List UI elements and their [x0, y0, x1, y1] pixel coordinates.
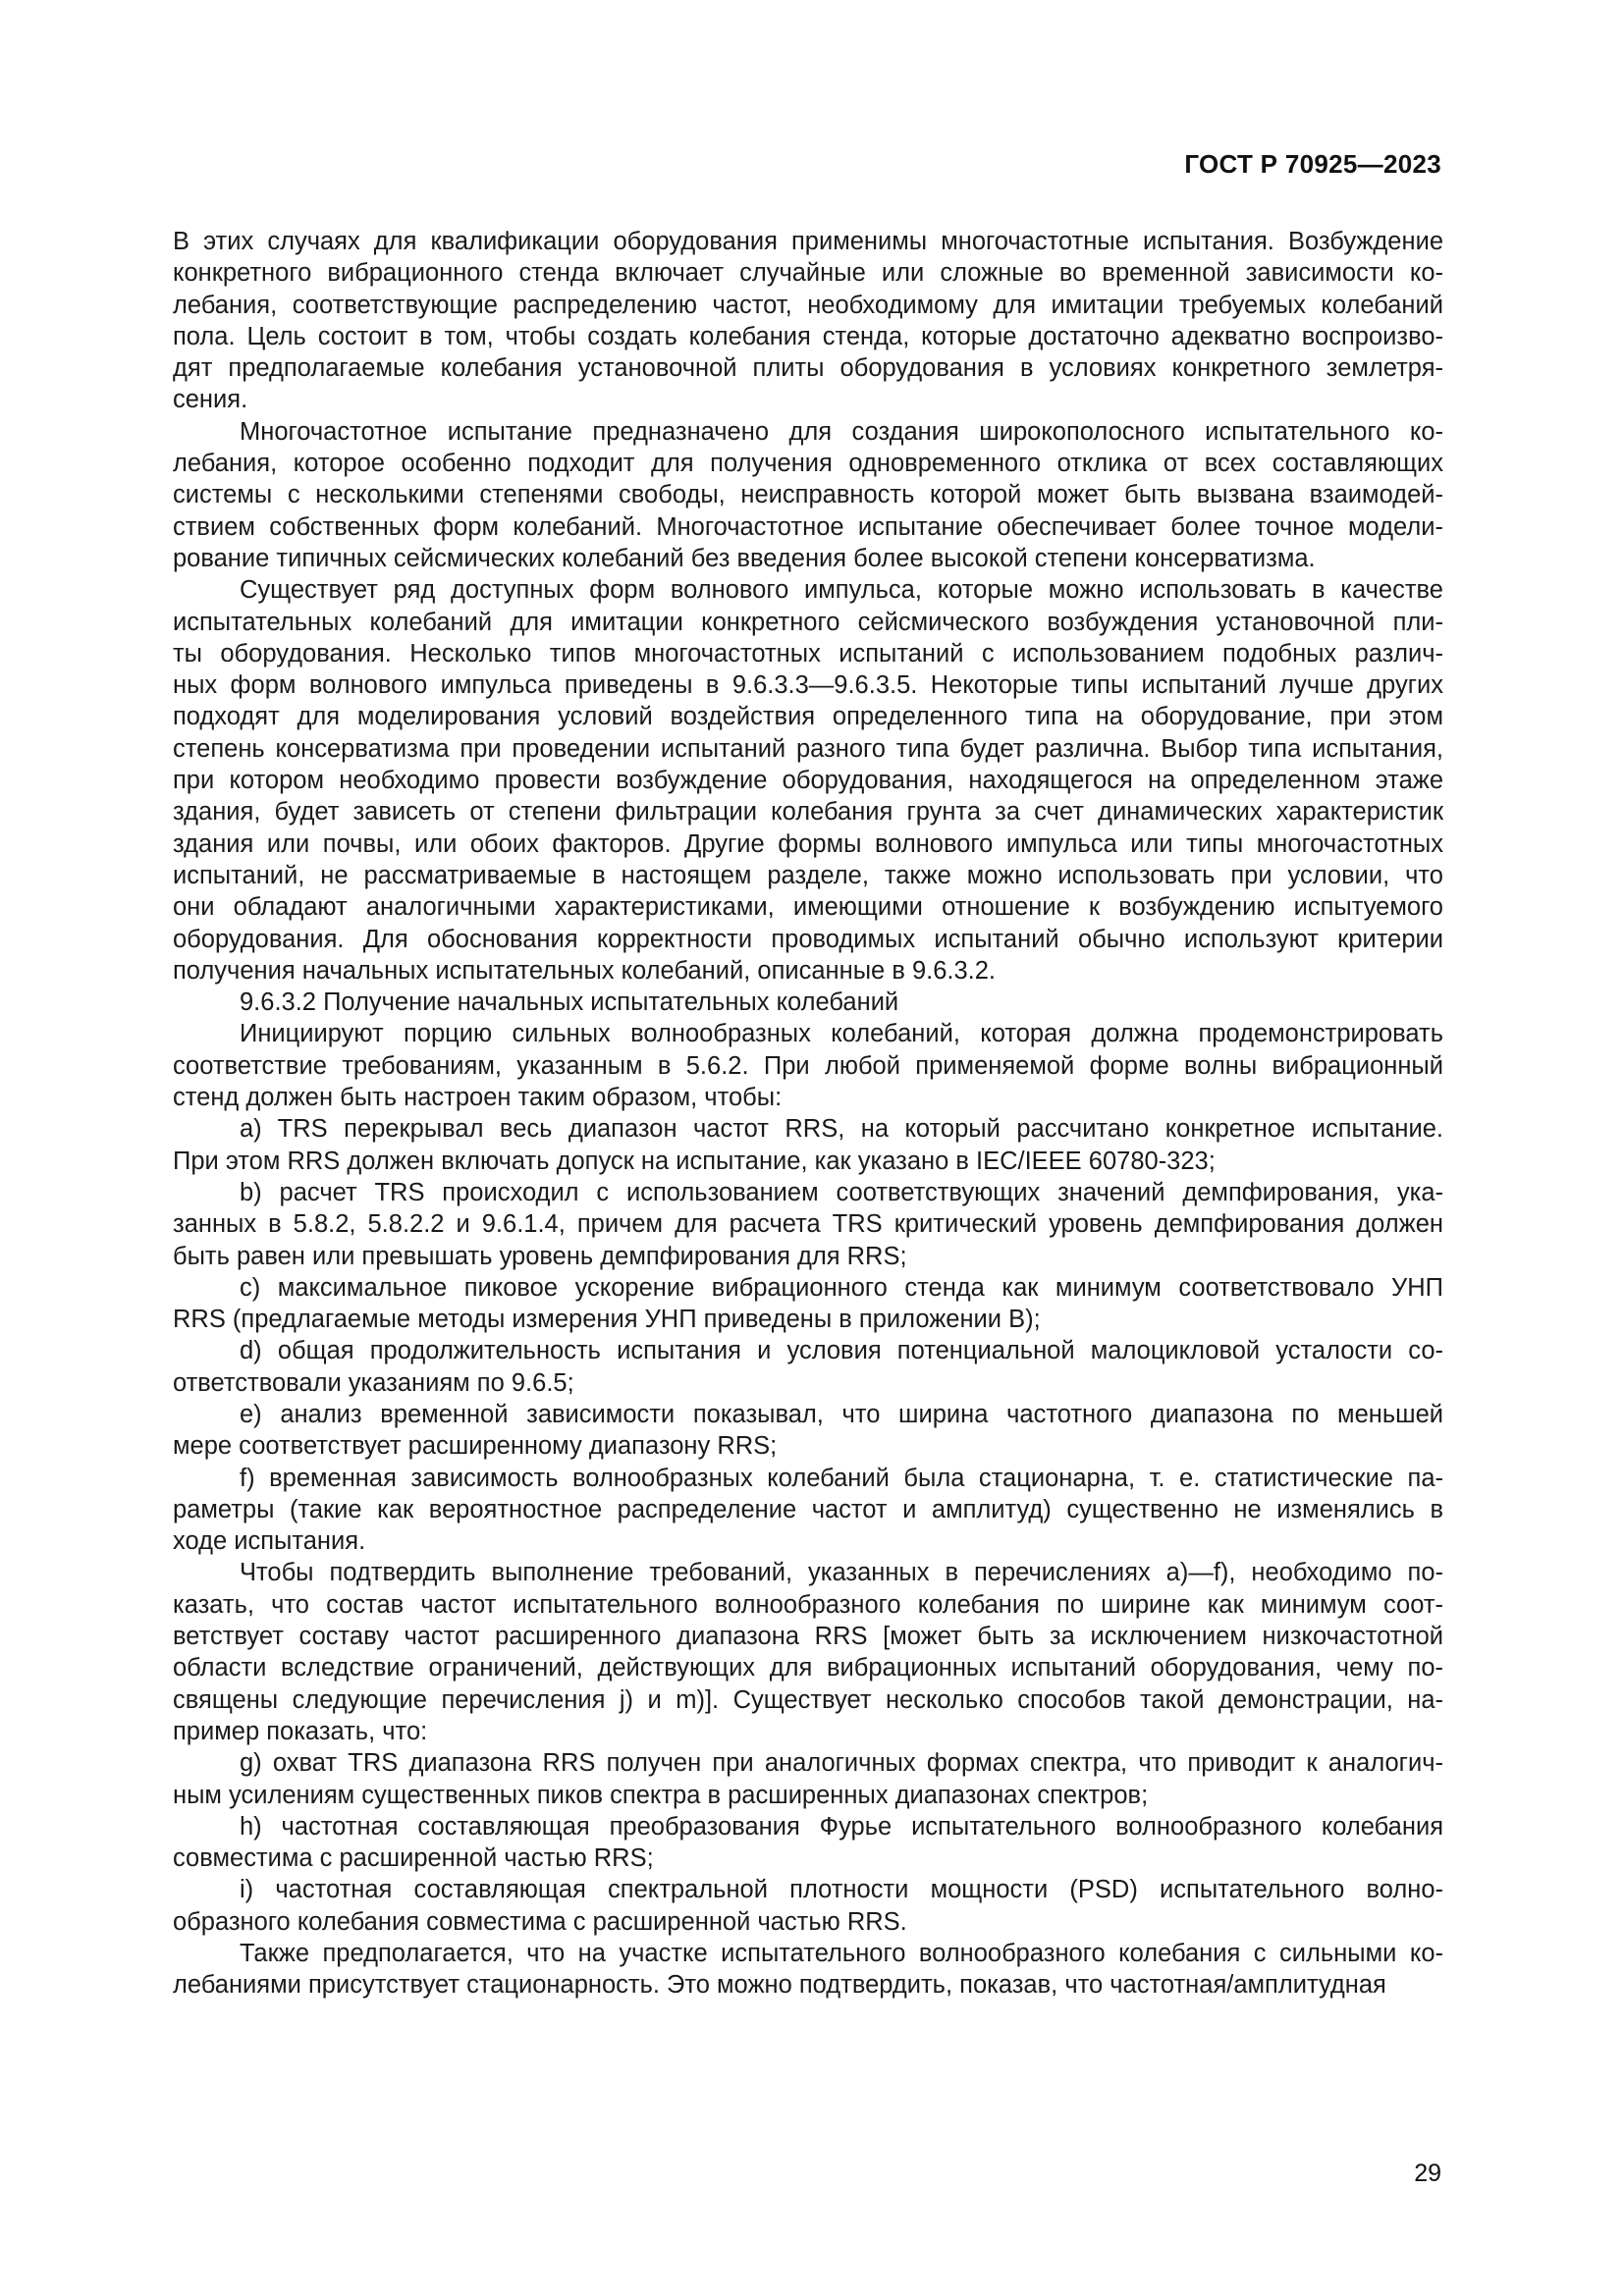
- text-line: лебания, которое особенно подходит для получения одновременного отклика от всех составляющих: [173, 450, 1443, 478]
- text-line: казать, что состав частот испытательного волнообразного колебания по ширине как минимум соот-: [173, 1590, 1443, 1619]
- text-line: Инициируют порцию сильных волнообразных колебаний, которая должна продемонстрировать: [240, 1020, 1443, 1048]
- text-line: мере соответствует расширенному диапазону RRS;: [173, 1432, 778, 1461]
- text-line: образного колебания совместима с расширенной частью RRS.: [173, 1907, 907, 1936]
- text-line: здания, будет зависеть от степени фильтрации колебания грунта за счет динамических характеристик: [173, 798, 1443, 827]
- paragraph: [173, 987, 1443, 1018]
- paragraph: [173, 1335, 1443, 1399]
- paragraph: [173, 226, 1443, 416]
- text-line: конкретного вибрационного стенда включает случайные или сложные во временной зависимости ко-: [173, 259, 1443, 288]
- text-line: ходе испытания.: [173, 1527, 366, 1556]
- paragraph: [173, 1177, 1443, 1272]
- text-line: занных в 5.8.2, 5.8.2.2 и 9.6.1.4, причем для расчета TRS критический уровень демпфирования должен: [173, 1210, 1443, 1239]
- text-line: e) анализ временной зависимости показывал, что ширина частотного диапазона по меньшей: [240, 1400, 1443, 1428]
- text-line: Чтобы подтвердить выполнение требований, указанных в перечислениях а)—f), необходимо по-: [240, 1559, 1443, 1587]
- text-line: получения начальных испытательных колебаний, описанные в 9.6.3.2.: [173, 956, 997, 985]
- text-line: g) охват TRS диапазона RRS получен при аналогичных формах спектра, что приводит к аналогич-: [240, 1749, 1443, 1778]
- text-line: испытательных колебаний для имитации конкретного сейсмического возбуждения установочной пли-: [173, 608, 1443, 636]
- text-line: лебания, соответствующие распределению частот, необходимому для имитации требуемых колебаний: [173, 291, 1443, 319]
- document-code-header: ГОСТ Р 70925—2023: [1184, 149, 1441, 179]
- text-line: 9.6.3.2 Получение начальных испытательных колебаний: [240, 988, 899, 1017]
- text-line: стенд должен быть настроен таким образом, чтобы:: [173, 1084, 783, 1112]
- text-line: пола. Цель состоит в том, чтобы создать колебания стенда, которые достаточно адекватно воспроизво-: [173, 322, 1443, 350]
- text-line: при котором необходимо провести возбуждение оборудования, находящегося на определенном этаже: [173, 767, 1443, 795]
- text-line: соответствие требованиям, указанным в 5.6.2. При любой применяемой форме волны вибрационный: [173, 1051, 1443, 1080]
- text-line: степень консерватизма при проведении испытаний разного типа будет различна. Выбор типа испытания,: [173, 734, 1443, 763]
- paragraph: [173, 1272, 1443, 1336]
- body-text: [173, 226, 1443, 2002]
- text-line: ных форм волнового импульса приведены в 9.6.3.3—9.6.3.5. Некоторые типы испытаний лучше других: [173, 671, 1443, 700]
- text-line: рование типичных сейсмических колебаний без введения более высокой степени консерватизма.: [173, 544, 1316, 572]
- text-line: они обладают аналогичными характеристиками, имеющими отношение к возбуждению испытуемого: [173, 893, 1443, 922]
- text-line: ответствовали указаниям по 9.6.5;: [173, 1368, 574, 1397]
- paragraph: [173, 1747, 1443, 1811]
- text-line: сения.: [173, 386, 248, 414]
- text-line: здания или почвы, или обоих факторов. Другие формы волнового импульса или типы многочастотных: [173, 829, 1443, 858]
- text-line: f) временная зависимость волнообразных колебаний была стационарна, т. е. статистические па-: [240, 1464, 1443, 1492]
- paragraph: [173, 416, 1443, 574]
- text-line: ствием собственных форм колебаний. Многочастотное испытание обеспечивает более точное модели-: [173, 512, 1443, 541]
- text-line: оборудования. Для обоснования корректности проводимых испытаний обычно используют критерии: [173, 925, 1443, 953]
- text-line: a) TRS перекрывал весь диапазон частот RRS, на который рассчитано конкретное испытание.: [240, 1115, 1443, 1144]
- paragraph: [173, 1399, 1443, 1463]
- text-line: i) частотная составляющая спектральной плотности мощности (PSD) испытательного волно-: [240, 1876, 1443, 1904]
- paragraph: [173, 1874, 1443, 1938]
- text-line: пример показать, что:: [173, 1717, 428, 1745]
- text-line: Также предполагается, что на участке испытательного волнообразного колебания с сильными ко-: [240, 1940, 1443, 1968]
- text-line: c) максимальное пиковое ускорение вибрационного стенда как минимум соответствовало УНП: [240, 1273, 1443, 1302]
- text-line: Многочастотное испытание предназначено для создания широкополосного испытательного ко-: [240, 417, 1443, 446]
- text-line: RRS (предлагаемые методы измерения УНП приведены в приложении В);: [173, 1306, 1041, 1334]
- text-line: испытаний, не рассматриваемые в настоящем разделе, также можно использовать при условии, что: [173, 861, 1443, 889]
- text-line: раметры (такие как вероятностное распределение частот и амплитуд) существенно не изменялись в: [173, 1495, 1443, 1523]
- page-number: 29: [1414, 2160, 1441, 2187]
- paragraph: [173, 1811, 1443, 1875]
- text-line: совместима с расширенной частью RRS;: [173, 1844, 654, 1873]
- text-line: священы следующие перечисления j) и m)]. Существует несколько способов такой демонстрации, на-: [173, 1685, 1443, 1714]
- text-line: Существует ряд доступных форм волнового импульса, которые можно использовать в качестве: [240, 576, 1443, 605]
- text-line: b) расчет TRS происходил с использованием соответствующих значений демпфирования, ука-: [240, 1178, 1443, 1206]
- text-line: d) общая продолжительность испытания и условия потенциальной малоцикловой усталости со-: [240, 1337, 1443, 1365]
- text-line: системы с несколькими степенями свободы, неисправность которой может быть вызвана взаимодей-: [173, 481, 1443, 509]
- text-line: При этом RRS должен включать допуск на испытание, как указано в IEC/IEEE 60780-323;: [173, 1147, 1216, 1175]
- paragraph: [173, 1113, 1443, 1177]
- paragraph: [173, 1938, 1443, 2002]
- paragraph: [173, 574, 1443, 987]
- paragraph: [173, 1557, 1443, 1747]
- paragraph: [173, 1463, 1443, 1558]
- text-line: области вследствие ограничений, действующих для вибрационных испытаний оборудования, чему по-: [173, 1654, 1443, 1682]
- text-line: быть равен или превышать уровень демпфирования для RRS;: [173, 1242, 907, 1270]
- text-line: h) частотная составляющая преобразования Фурье испытательного волнообразного колебания: [240, 1812, 1443, 1841]
- text-line: ным усилениям существенных пиков спектра в расширенных диапазонах спектров;: [173, 1781, 1149, 1809]
- text-line: лебаниями присутствует стационарность. Это можно подтвердить, показав, что частотная/амплитудная: [173, 1971, 1386, 2000]
- text-line: подходят для моделирования условий воздействия определенного типа на оборудование, при этом: [173, 703, 1443, 731]
- text-line: ветствует составу частот расширенного диапазона RRS [может быть за исключением низкочастотной: [173, 1623, 1443, 1651]
- text-line: дят предполагаемые колебания установочной плиты оборудования в условиях конкретного землетря-: [173, 354, 1443, 383]
- text-line: В этих случаях для квалификации оборудования применимы многочастотные испытания. Возбуждение: [173, 228, 1443, 255]
- text-line: ты оборудования. Несколько типов многочастотных испытаний с использованием подобных различ-: [173, 639, 1443, 667]
- paragraph: [173, 1018, 1443, 1113]
